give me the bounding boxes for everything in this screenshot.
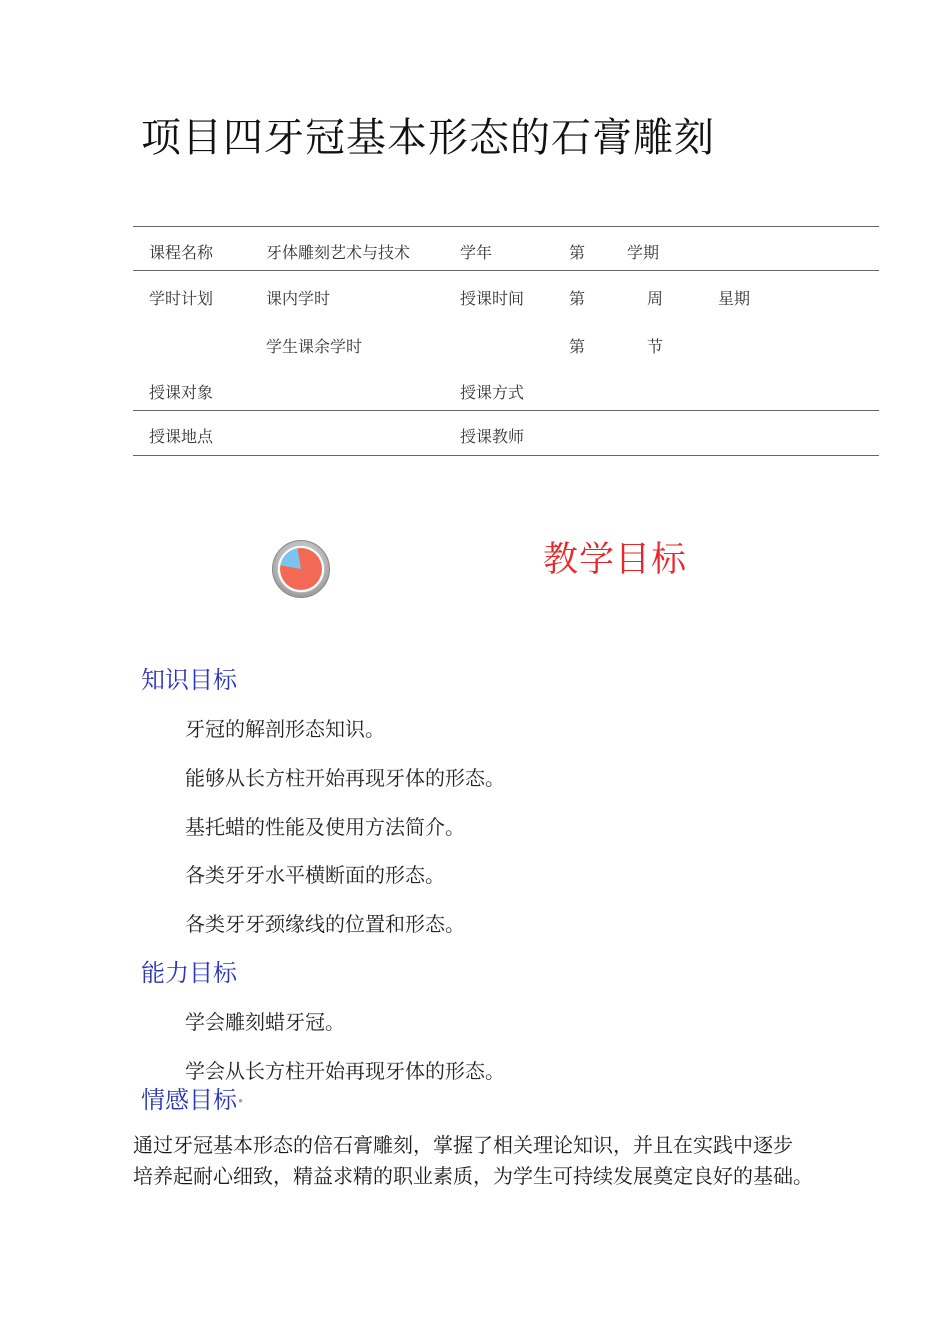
list-item: 牙冠的解剖形态知识。 bbox=[185, 717, 385, 741]
section-prefix: 第 bbox=[569, 337, 586, 356]
document-title: 项目四牙冠基本形态的石膏雕刻 bbox=[141, 115, 715, 161]
paragraph-line: 通过牙冠基本形态的倍石膏雕刻，掌握了相关理论知识，并且在实践中逐步 bbox=[133, 1133, 793, 1157]
hours-plan-label: 学时计划 bbox=[149, 289, 214, 308]
table-top-rule bbox=[133, 226, 879, 227]
in-class-hours-label: 课内学时 bbox=[266, 289, 331, 308]
list-item: 各类牙牙颈缘线的位置和形态。 bbox=[185, 912, 465, 936]
audience-label: 授课对象 bbox=[149, 383, 214, 402]
course-name-value: 牙体雕刻艺术与技术 bbox=[266, 243, 411, 262]
emotion-heading-text: 情感目标 bbox=[141, 1086, 237, 1114]
after-class-hours-label: 学生课余学时 bbox=[266, 337, 363, 356]
list-item: 基托蜡的性能及使用方法简介。 bbox=[185, 815, 465, 839]
school-year-label: 学年 bbox=[460, 243, 493, 262]
course-name-label: 课程名称 bbox=[149, 243, 214, 262]
list-item: 能够从长方柱开始再现牙体的形态。 bbox=[185, 766, 505, 790]
week-label: 周 bbox=[647, 289, 664, 308]
semester-suffix: 学期 bbox=[627, 243, 660, 262]
heading-mark: • bbox=[237, 1094, 245, 1109]
weekday-label: 星期 bbox=[718, 289, 751, 308]
semester-prefix: 第 bbox=[569, 243, 586, 262]
table-bottom-rule bbox=[133, 455, 879, 456]
paragraph-line: 培养起耐心细致，精益求精的职业素质，为学生可持续发展奠定良好的基础。 bbox=[133, 1164, 813, 1188]
method-label: 授课方式 bbox=[460, 383, 525, 402]
list-item: 学会从长方柱开始再现牙体的形态。 bbox=[185, 1059, 505, 1083]
list-item: 学会雕刻蜡牙冠。 bbox=[185, 1010, 345, 1034]
list-item: 各类牙牙水平横断面的形态。 bbox=[185, 863, 445, 887]
teacher-label: 授课教师 bbox=[460, 427, 525, 446]
table-rule bbox=[133, 410, 879, 411]
ability-objectives-heading: 能力目标 bbox=[141, 959, 237, 987]
section-label: 节 bbox=[647, 337, 664, 356]
teaching-time-label: 授课时间 bbox=[460, 289, 525, 308]
objectives-circle-icon bbox=[271, 539, 331, 599]
knowledge-objectives-heading: 知识目标 bbox=[141, 666, 237, 694]
week-prefix: 第 bbox=[569, 289, 586, 308]
objectives-heading: 教学目标 bbox=[543, 540, 688, 580]
emotion-objectives-heading bbox=[141, 1080, 244, 1115]
emotion-paragraph bbox=[133, 1130, 893, 1192]
location-label: 授课地点 bbox=[149, 427, 214, 446]
table-rule bbox=[133, 270, 879, 271]
